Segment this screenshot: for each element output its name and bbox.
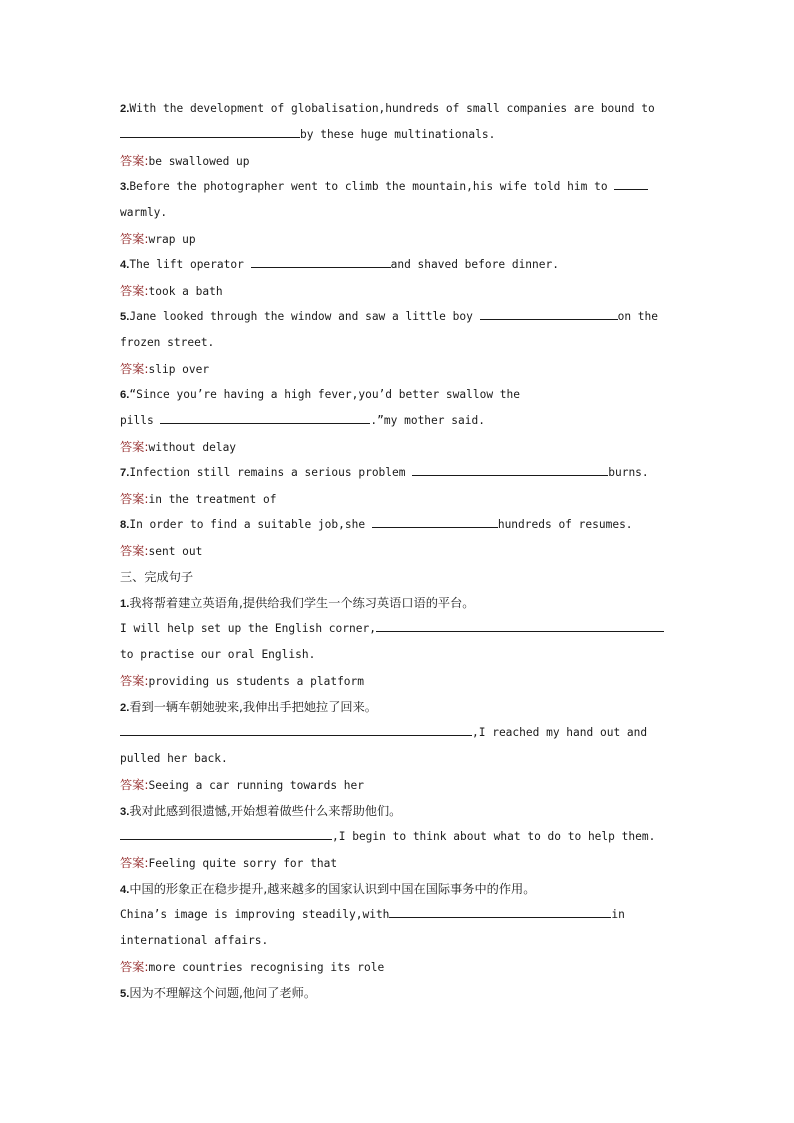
sentence-text: ,I reached my hand out and [472,726,648,739]
answer-5 [120,356,674,382]
sentence-text: China’s image is improving steadily,with [120,908,390,921]
chinese-text: 因为不理解这个问题,他问了老师。 [129,986,317,1000]
section-title: 三、完成句子 [120,570,194,584]
answer-label: 答案: [120,440,149,454]
answer-label: 答案: [120,544,149,558]
answer-text: providing us students a platform [148,675,365,688]
question-number: 5. [120,311,130,323]
chinese-text: 我将帮着建立英语角,提供给我们学生一个练习英语口语的平台。 [129,596,475,610]
sentence-3-chinese [120,798,674,824]
question-number: 2. [120,103,130,115]
answer-label: 答案: [120,492,149,506]
question-text: pills [120,414,161,427]
answer-text: in the treatment of [148,493,277,506]
answer-s3 [120,850,674,876]
document-page [120,96,674,1006]
question-number: 3. [120,181,130,193]
answer-blank[interactable] [480,305,618,320]
sentence-5-chinese [120,980,674,1006]
answer-label: 答案: [120,856,149,870]
chinese-text: 我对此感到很遗憾,开始想着做些什么来帮助他们。 [129,804,402,818]
answer-blank[interactable] [389,903,611,918]
question-text: In order to find a suitable job,she [129,518,372,531]
sentence-2-line-1 [120,720,674,746]
answer-3 [120,226,674,252]
chinese-text: 看到一辆车朝她驶来,我伸出手把她拉了回来。 [129,700,377,714]
answer-text: Seeing a car running towards her [148,779,365,792]
sentence-3-line-1 [120,824,674,850]
answer-text: Feeling quite sorry for that [148,857,338,870]
answer-blank[interactable] [372,513,498,528]
sentence-text: ,I begin to think about what to do to help them. [332,830,656,843]
answer-blank[interactable] [120,721,472,736]
sentence-text: to practise our oral English. [120,648,316,661]
question-6-line-1 [120,382,674,408]
sentence-4-line-1 [120,902,674,928]
question-number: 6. [120,389,130,401]
answer-text: sent out [148,545,203,558]
answer-s1 [120,668,674,694]
sentence-number: 3. [120,806,130,818]
question-text: on the [617,310,659,323]
answer-blank[interactable] [120,123,300,138]
answer-2 [120,148,674,174]
sentence-1-chinese [120,590,674,616]
question-6-line-2 [120,408,674,434]
question-text: “Since you’re having a high fever,you’d better swallow the [129,388,520,401]
answer-text: slip over [148,363,210,376]
answer-blank[interactable] [376,617,664,632]
sentence-2-chinese [120,694,674,720]
question-number: 7. [120,467,130,479]
question-5-line-1 [120,304,674,330]
answer-label: 答案: [120,232,149,246]
question-text: .”my mother said. [370,414,485,427]
answer-s4 [120,954,674,980]
sentence-1-line-2 [120,642,674,668]
question-text: The lift operator [129,258,251,271]
answer-blank[interactable] [412,461,608,476]
question-4-line-1 [120,252,674,278]
question-7-line-1 [120,460,674,486]
answer-text: be swallowed up [148,155,250,168]
question-text: hundreds of resumes. [497,518,633,531]
question-text: frozen street. [120,336,215,349]
answer-label: 答案: [120,960,149,974]
answer-label: 答案: [120,362,149,376]
answer-blank[interactable] [251,253,391,268]
question-3-line-2 [120,200,674,226]
question-number: 4. [120,259,130,271]
question-8-line-1 [120,512,674,538]
question-text: With the development of globalisation,hundreds of small companies are bound to [129,102,655,115]
sentence-text: in [611,908,625,921]
answer-blank[interactable] [160,409,370,424]
answer-text: without delay [148,441,237,454]
answer-label: 答案: [120,154,149,168]
sentence-number: 2. [120,702,130,714]
question-text: warmly. [120,206,168,219]
sentence-4-line-2 [120,928,674,954]
answer-text: took a bath [148,285,223,298]
question-text: and shaved before dinner. [390,258,559,271]
question-text: burns. [608,466,649,479]
question-5-line-2 [120,330,674,356]
answer-label: 答案: [120,284,149,298]
sentence-text: pulled her back. [120,752,228,765]
answer-7 [120,486,674,512]
sentence-2-line-2 [120,746,674,772]
sentence-number: 5. [120,988,130,1000]
answer-8 [120,538,674,564]
question-text: Infection still remains a serious problem [129,466,413,479]
answer-6 [120,434,674,460]
answer-4 [120,278,674,304]
chinese-text: 中国的形象正在稳步提升,越来越多的国家认识到中国在国际事务中的作用。 [129,882,536,896]
sentence-1-line-1 [120,616,674,642]
question-number: 8. [120,519,130,531]
question-text: by these huge multinationals. [300,128,496,141]
answer-blank[interactable] [120,825,332,840]
question-text: Jane looked through the window and saw a little boy [129,310,480,323]
question-3-line-1 [120,174,674,200]
question-2-line-2 [120,122,674,148]
answer-s2 [120,772,674,798]
sentence-number: 4. [120,884,130,896]
answer-text: more countries recognising its role [148,961,385,974]
sentence-text: I will help set up the English corner, [120,622,376,635]
question-2-line-1 [120,96,674,122]
answer-label: 答案: [120,778,149,792]
sentence-text: international affairs. [120,934,269,947]
answer-label: 答案: [120,674,149,688]
question-text: Before the photographer went to climb the mountain,his wife told him to [129,180,608,193]
answer-blank[interactable] [614,175,648,190]
answer-text: wrap up [148,233,196,246]
sentence-4-chinese [120,876,674,902]
sentence-number: 1. [120,598,130,610]
